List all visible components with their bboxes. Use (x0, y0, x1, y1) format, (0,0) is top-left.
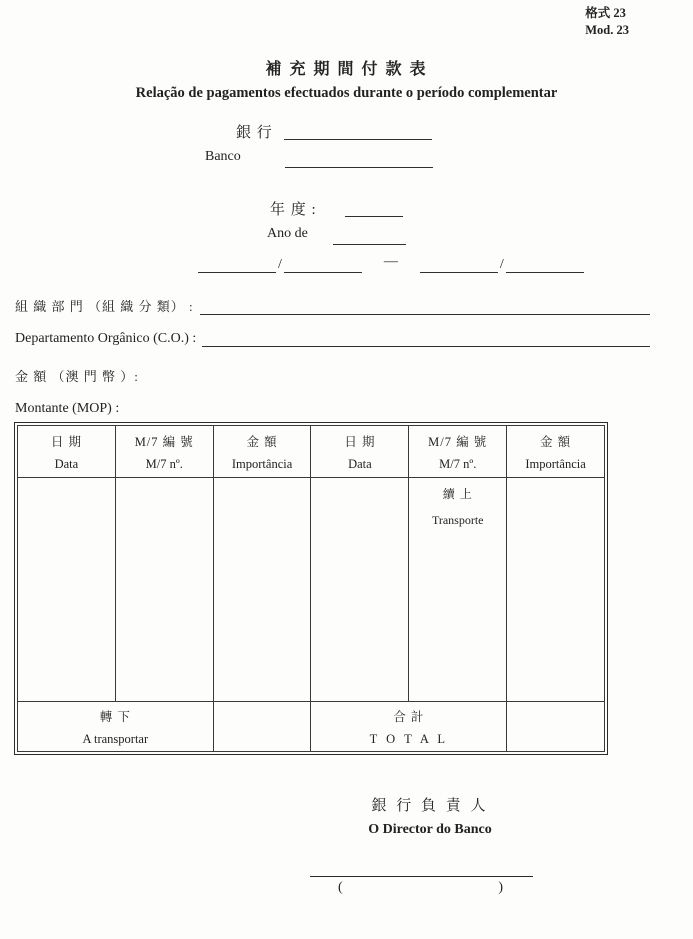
bank-label-zh: 銀 行 (236, 125, 273, 141)
year-field-zh[interactable] (345, 200, 403, 217)
carry-forward-zh: 續 上 (442, 487, 473, 501)
table-footer-row (18, 702, 605, 752)
header-amount-2-pt: Importância (525, 456, 586, 471)
header-date-1 (18, 426, 116, 478)
footer-carry-amount-cell (213, 702, 311, 752)
header-amount-1 (213, 426, 311, 478)
to-carry-pt: A transportar (82, 731, 149, 746)
department-row-zh (15, 296, 650, 315)
total-pt: T O T A L (369, 731, 449, 746)
body-cell-m7-1 (115, 478, 213, 702)
year-field-pt[interactable] (333, 228, 406, 245)
carry-forward-label (409, 478, 506, 528)
payments-table (14, 422, 608, 755)
period-end-year-field[interactable] (506, 256, 584, 273)
header-amount-1-pt: Importância (231, 456, 293, 471)
header-m7-number-2-zh: M/7 編 號 (428, 434, 488, 449)
period-slash-1: / (278, 257, 282, 272)
paren-close: ) (498, 880, 503, 895)
period-dash: — (383, 254, 398, 269)
table-body-row (18, 478, 605, 702)
department-label-pt: Departamento Orgânico (C.O.) : (15, 331, 197, 346)
footer-total-amount-cell (507, 702, 605, 752)
department-field-zh[interactable] (200, 299, 650, 315)
form-title-zh: 補 充 期 間 付 款 表 (265, 61, 428, 78)
table-header-row (18, 426, 605, 478)
header-m7-number-1 (115, 426, 213, 478)
period-start-year-field[interactable] (284, 256, 362, 273)
footer-to-carry-cell (18, 702, 214, 752)
to-carry-zh: 轉 下 (99, 709, 131, 724)
header-date-1-zh: 日 期 (50, 434, 82, 449)
body-cell-amount-2 (507, 478, 605, 702)
signature-name-parens (310, 877, 533, 896)
header-m7-number-1-pt: M/7 nº. (145, 456, 183, 471)
header-date-2 (311, 426, 409, 478)
header-date-1-pt: Data (54, 456, 79, 471)
signature-line-field[interactable] (310, 855, 533, 877)
period-end-month-field[interactable] (420, 256, 498, 273)
form-title (0, 56, 693, 102)
header-amount-2-zh: 金 額 (540, 434, 572, 449)
header-m7-number-1-zh: M/7 編 號 (134, 434, 194, 449)
total-zh: 合 計 (393, 709, 425, 724)
body-cell-date-1 (18, 478, 116, 702)
year-label-zh: 年 度 : (270, 202, 317, 218)
year-label-pt: Ano de (267, 226, 308, 241)
header-amount-1-zh: 金 額 (246, 434, 278, 449)
form-code-pt: Mod. 23 (585, 23, 629, 37)
form-title-pt: Relação de pagamentos efectuados durante o período complementar (135, 85, 558, 101)
bank-label-pt: Banco (205, 149, 241, 164)
form-code-zh: 格式 23 (585, 6, 626, 20)
footer-total-cell (311, 702, 507, 752)
body-cell-m7-2 (409, 478, 507, 702)
carry-forward-pt: Transporte (431, 513, 484, 527)
signature-title-zh: 銀 行 負 責 人 (371, 798, 489, 814)
bank-name-field-pt[interactable] (285, 151, 433, 168)
amount-label-zh: 金 額 （澳 門 幣 ）: (15, 369, 139, 384)
period-slash-2: / (499, 257, 504, 272)
header-date-2-pt: Data (348, 456, 372, 471)
accounting-period-line (198, 254, 584, 273)
header-m7-number-2-pt: M/7 nº. (439, 456, 477, 471)
header-amount-2 (507, 426, 605, 478)
department-label-zh: 組 織 部 門 （組 織 分 類） : (15, 299, 194, 314)
header-m7-number-2 (409, 426, 507, 478)
form-code (585, 5, 629, 39)
period-start-month-field[interactable] (198, 256, 276, 273)
amount-label-pt: Montante (MOP) : (15, 401, 120, 416)
body-cell-date-2 (311, 478, 409, 702)
header-date-2-zh: 日 期 (344, 434, 376, 449)
signature-title-block (280, 794, 580, 838)
body-cell-amount-1 (213, 478, 311, 702)
department-row-pt (15, 331, 650, 347)
signature-area (310, 855, 533, 896)
department-field-pt[interactable] (202, 331, 650, 347)
signature-title-pt: O Director do Banco (368, 822, 492, 837)
bank-name-field-zh[interactable] (284, 123, 432, 140)
paren-open: ( (338, 880, 343, 895)
